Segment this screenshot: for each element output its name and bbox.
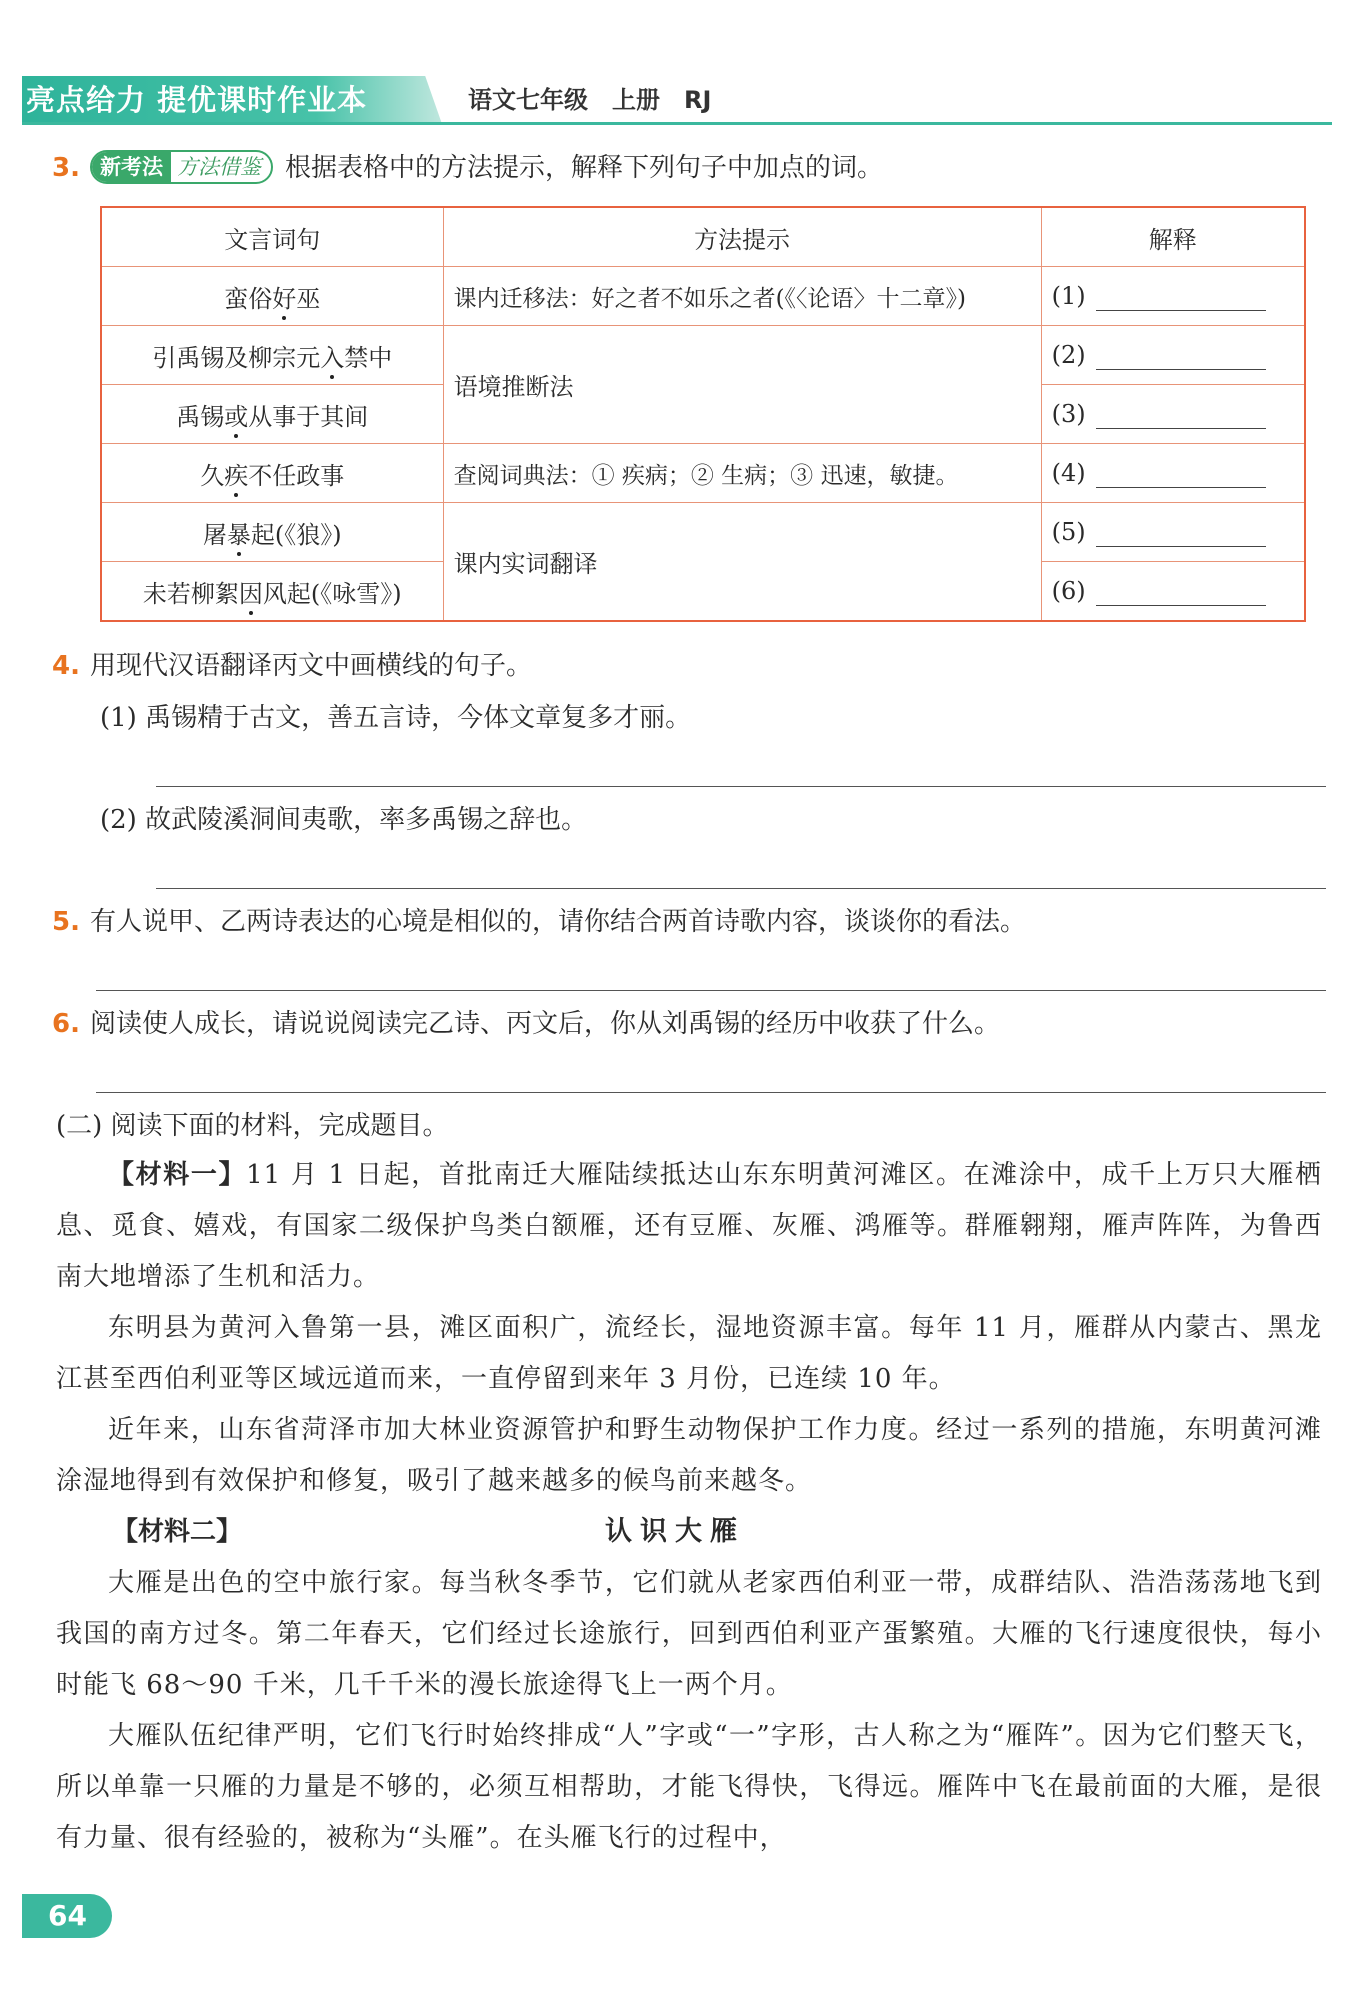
answer-line[interactable] (96, 990, 1326, 991)
answer-number: (2) (1051, 340, 1086, 369)
q4-item-1: (1) 禹锡精于古文，善五言诗，今体文章复多才丽。 (100, 703, 692, 733)
question-4 (52, 648, 532, 684)
subject-label: 语文七年级 上册 RJ (468, 86, 712, 114)
answer-blank[interactable] (1096, 579, 1266, 606)
answer-line[interactable] (156, 786, 1326, 787)
question-number: 3. (52, 153, 80, 183)
sentence-cell (101, 503, 443, 562)
sentence-text: 久 (200, 461, 225, 490)
header-divider (22, 122, 1332, 125)
table-header-row (101, 207, 1305, 267)
sentence-cell (101, 267, 443, 326)
sentence-text: 屠 (202, 520, 227, 549)
sentence-cell (101, 326, 443, 385)
question-3 (52, 150, 883, 186)
material-1-paragraph-3: 近年来，山东省菏泽市加大林业资源管护和野生动物保护工作力度。经过一系列的措施，东明黄河滩涂湿地得到有效保护和修复，吸引了越来越多的候鸟前来越冬。 (56, 1415, 1322, 1496)
question-text: 用现代汉语翻译丙文中画横线的句子。 (89, 651, 532, 681)
method-cell: 查阅词典法：① 疾病；② 生病；③ 迅速，敏捷。 (443, 444, 1041, 503)
answer-line[interactable] (156, 888, 1326, 889)
sentence-text: 从事于其间 (248, 402, 369, 431)
answer-blank[interactable] (1096, 520, 1266, 547)
method-cell: 语境推断法 (443, 326, 1041, 444)
table-row (101, 444, 1305, 503)
tag-new-method: 新考法 (92, 152, 171, 182)
table-row (101, 267, 1305, 326)
paragraph-text: 11 月 1 日起，首批南迁大雁陆续抵达山东东明黄河滩区。在滩涂中，成千上万只大雁栖息、觅食、嬉戏，有国家二级保护鸟类白额雁，还有豆雁、灰雁、鸿雁等。群雁翱翔，雁声阵阵，为鲁西南大地增添了生机和活力。 (56, 1160, 1322, 1292)
answer-cell (1041, 444, 1305, 503)
method-table (100, 206, 1306, 622)
sentence-text: 蛮俗 (224, 284, 273, 313)
method-cell: 课内实词翻译 (443, 503, 1041, 622)
answer-number: (6) (1051, 576, 1086, 605)
sentence-text: 起(《狼》) (250, 520, 342, 549)
section-2-title: (二) 阅读下面的材料，完成题目。 (56, 1111, 449, 1141)
answer-cell (1041, 385, 1305, 444)
dotted-word: 好 (272, 284, 297, 313)
sentence-text: 未若柳絮 (142, 579, 239, 608)
question-number: 5. (52, 907, 80, 937)
question-6 (52, 1006, 1000, 1042)
dotted-word: 或 (224, 402, 249, 431)
answer-cell (1041, 562, 1305, 622)
answer-blank[interactable] (1096, 402, 1266, 429)
sentence-text: 禁中 (344, 343, 393, 372)
header-method: 方法提示 (443, 207, 1041, 267)
material-1-label: 【材料一】 (108, 1160, 247, 1190)
answer-cell (1041, 267, 1305, 326)
answer-number: (5) (1051, 517, 1086, 546)
answer-number: (4) (1051, 458, 1086, 487)
sentence-text: 不任政事 (248, 461, 345, 490)
question-number: 6. (52, 1009, 80, 1039)
header-explanation: 解释 (1041, 207, 1305, 267)
sentence-text: 引禹锡及柳宗元 (152, 343, 321, 372)
material-2-paragraph-2: 大雁队伍纪律严明，它们飞行时始终排成“人”字或“一”字形，古人称之为“雁阵”。因为它们整天飞，所以单靠一只雁的力量是不够的，必须互相帮助，才能飞得快，飞得远。雁阵中飞在最前面的大雁，是很有力量、很有经验的，被称为“头雁”。在头雁飞行的过程中， (56, 1721, 1322, 1853)
sentence-cell (101, 562, 443, 622)
table-row (101, 503, 1305, 562)
answer-blank[interactable] (1096, 343, 1266, 370)
answer-number: (1) (1051, 281, 1086, 310)
answer-number: (3) (1051, 399, 1086, 428)
material-1-paragraph-2: 东明县为黄河入鲁第一县，滩区面积广，流经长，湿地资源丰富。每年 11 月，雁群从内蒙古、黑龙江甚至西伯利亚等区域远道而来，一直停留到来年 3 月份，已连续 10 年。 (56, 1313, 1322, 1394)
series-brand: 亮点给力 提优课时作业本 (26, 83, 368, 117)
tag-method-reference: 方法借鉴 (176, 155, 261, 179)
answer-blank[interactable] (1096, 461, 1266, 488)
material-2-label: 【材料二】 (112, 1517, 243, 1547)
dotted-word: 疾 (224, 461, 249, 490)
dotted-word: 暴 (226, 520, 251, 549)
material-2-paragraph-1: 大雁是出色的空中旅行家。每当秋冬季节，它们就从老家西伯利亚一带，成群结队、浩浩荡荡地飞到我国的南方过冬。第二年春天，它们经过长途旅行，回到西伯利亚产蛋繁殖。大雁的飞行速度很快，每小时能飞 68～90 千米，几千千米的漫长旅途得飞上一两个月。 (56, 1568, 1322, 1700)
material-2-title: 认识大雁 (605, 1516, 745, 1547)
material-1-paragraph-1 (56, 1150, 1322, 1303)
table-row (101, 326, 1305, 385)
header-sentence: 文言词句 (101, 207, 443, 267)
new-method-tag (90, 150, 273, 184)
question-number: 4. (52, 651, 80, 681)
answer-cell (1041, 503, 1305, 562)
sentence-text: 巫 (296, 284, 321, 313)
dotted-word: 因 (238, 579, 263, 608)
dotted-word: 入 (320, 343, 345, 372)
sentence-text: 禹锡 (176, 402, 225, 431)
question-text: 阅读使人成长，请说说阅读完乙诗、丙文后，你从刘禹锡的经历中收获了什么。 (89, 1009, 1000, 1039)
question-text: 有人说甲、乙两诗表达的心境是相似的，请你结合两首诗歌内容，谈谈你的看法。 (89, 907, 1026, 937)
answer-cell (1041, 326, 1305, 385)
method-cell: 课内迁移法：好之者不如乐之者(《〈论语〉十二章》) (443, 267, 1041, 326)
page-number: 64 (22, 1894, 112, 1938)
answer-line[interactable] (96, 1092, 1326, 1093)
question-5 (52, 904, 1026, 940)
sentence-text: 风起(《咏雪》) (262, 579, 402, 608)
answer-blank[interactable] (1096, 284, 1266, 311)
question-text: 根据表格中的方法提示，解释下列句子中加点的词。 (284, 153, 883, 183)
sentence-cell (101, 385, 443, 444)
sentence-cell (101, 444, 443, 503)
q4-item-2: (2) 故武陵溪洞间夷歌，率多禹锡之辞也。 (100, 805, 588, 835)
